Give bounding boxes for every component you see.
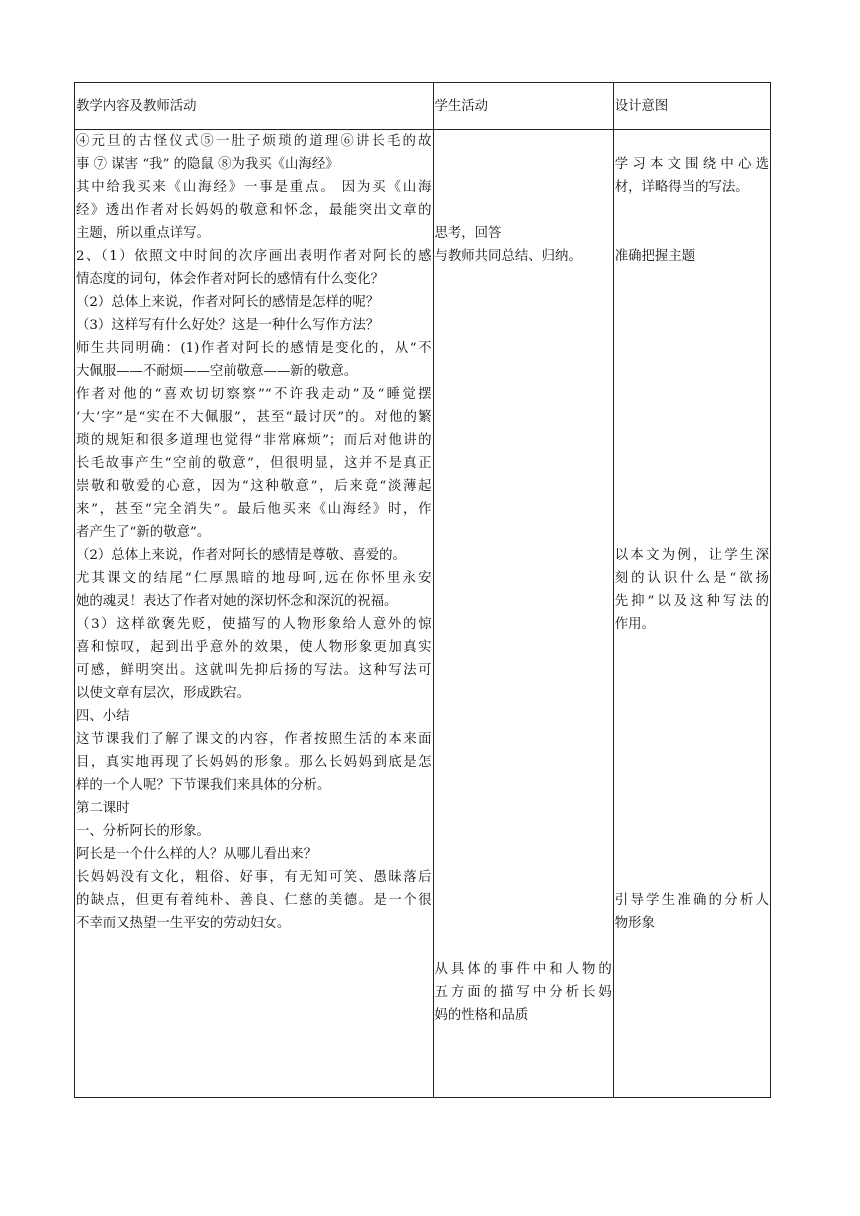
teacher-line: 以使文章有层次，形成跌宕。 xyxy=(76,686,251,701)
intent-line: 材，详略得当的写法。 xyxy=(614,180,749,195)
teacher-line: 长毛故事产生“空前的敬意”，但很明显，这并不是真正 xyxy=(76,456,432,471)
student-line: 妈的性格和品质 xyxy=(434,1008,529,1023)
teacher-line: 崇敬和敬爱的心意，因为“这种敬意”，后来竟“淡薄起 xyxy=(76,479,432,494)
teacher-line: ④元旦的古怪仪式⑤一肚子烦琐的道理⑥讲长毛的故 xyxy=(76,134,432,149)
teacher-line: 者产生了“新的敬意”。 xyxy=(76,525,211,540)
student-line: 五方面的描写中分析长妈 xyxy=(434,985,612,1000)
teacher-line: 2、（1）依照文中时间的次序画出表明作者对阿长的感 xyxy=(76,249,432,264)
intent-line: 物形象 xyxy=(614,916,655,931)
teacher-line: 目，真实地再现了长妈妈的形象。那么长妈妈到底是怎 xyxy=(76,755,432,770)
section-heading: 第二课时 xyxy=(76,801,130,816)
teacher-line: 不幸而又热望一生平安的劳动妇女。 xyxy=(76,916,291,931)
teacher-line: 经》透出作者对长妈妈的敬意和怀念，最能突出文章的 xyxy=(76,203,432,218)
header-design-intent: 设计意图 xyxy=(613,83,770,130)
teacher-line: （2）总体上来说，作者对阿长的感情是尊敬、喜爱的。 xyxy=(76,548,406,563)
teacher-line: 来”，甚至“完全消失”。最后他买来《山海经》时，作 xyxy=(76,502,432,517)
teacher-line: 这节课我们了解了课文的内容，作者按照生活的本来面 xyxy=(76,732,432,747)
teacher-line: （2）总体上来说，作者对阿长的感情是怎样的呢？ xyxy=(76,295,380,310)
teacher-line: 大佩服——不耐烦——空前敬意——新的敬意。 xyxy=(76,364,358,379)
teacher-line: 喜和惊叹，起到出乎意外的效果，使人物形象更加真实 xyxy=(76,640,432,655)
design-intent-cell xyxy=(613,130,770,1098)
teacher-line: （3）这样欲褒先贬，使描写的人物形象给人意外的惊 xyxy=(76,617,432,632)
student-line: 从具体的事件中和人物的 xyxy=(434,962,612,977)
lesson-plan-table xyxy=(74,82,771,1098)
teacher-line: 的缺点，但更有着纯朴、善良、仁慈的美德。是一个很 xyxy=(76,893,432,908)
teacher-line: 琐的规矩和很多道理也觉得“非常麻烦”；而后对他讲的 xyxy=(76,433,432,448)
intent-line: 学习本文围绕中心选 xyxy=(614,157,769,172)
intent-line: 先抑”以及这种写法的 xyxy=(614,594,769,609)
section-heading: 一、分析阿长的形象。 xyxy=(76,824,210,839)
section-heading: 四、小结 xyxy=(76,709,130,724)
teacher-line: 其中给我买来《山海经》一事是重点。 因为买《山海 xyxy=(76,180,432,195)
student-line: 与教师共同总结、归纳。 xyxy=(434,249,582,264)
teacher-activity-cell xyxy=(75,130,434,1098)
intent-line: 引导学生准确的分析人 xyxy=(614,893,769,908)
intent-line: 刻的认识什么是“欲扬 xyxy=(614,571,769,586)
teacher-line: 可感，鲜明突出。这就叫先抑后扬的写法。这种写法可 xyxy=(76,663,432,678)
teacher-line: 师生共同明确：(1)作者对阿长的感情是变化的，从“不 xyxy=(76,341,432,356)
teacher-line: 她的魂灵！表达了作者对她的深切怀念和深沉的祝福。 xyxy=(76,594,398,609)
teacher-line: 样的一个人呢？下节课我们来具体的分析。 xyxy=(76,778,331,793)
teacher-line: （3）这样写有什么好处？这是一种什么写作方法？ xyxy=(76,318,380,333)
header-student-activity: 学生活动 xyxy=(433,83,613,130)
teacher-line: 情态度的词句，体会作者对阿长的感情有什么变化？ xyxy=(76,272,384,287)
student-line: 思考，回答 xyxy=(434,226,502,241)
teacher-line: 尤其课文的结尾“仁厚黑暗的地母呵,远在你怀里永安 xyxy=(76,571,432,586)
intent-line: 准确把握主题 xyxy=(614,249,696,264)
header-teacher-activity: 教学内容及教师活动 xyxy=(75,83,434,130)
teacher-line: ‘大’字”是“实在不大佩服”，甚至“最讨厌”的。对他的繁 xyxy=(76,410,432,425)
teacher-line: 主题，所以重点详写。 xyxy=(76,226,210,241)
content-row xyxy=(75,130,771,1098)
intent-line: 以本文为例，让学生深 xyxy=(614,548,769,563)
student-activity-cell xyxy=(433,130,613,1098)
header-row xyxy=(75,83,771,130)
teacher-line: 事 ⑦ 谋害 “我” 的隐鼠 ⑧为我买《山海经》 xyxy=(76,157,339,172)
teacher-line: 阿长是一个什么样的人？从哪儿看出来？ xyxy=(76,847,318,862)
intent-line: 作用。 xyxy=(614,617,655,632)
teacher-line: 长妈妈没有文化，粗俗、好事，有无知可笑、愚昧落后 xyxy=(76,870,432,885)
teacher-line: 作者对他的“喜欢切切察察”“不许我走动”及“睡觉摆 xyxy=(76,387,432,402)
